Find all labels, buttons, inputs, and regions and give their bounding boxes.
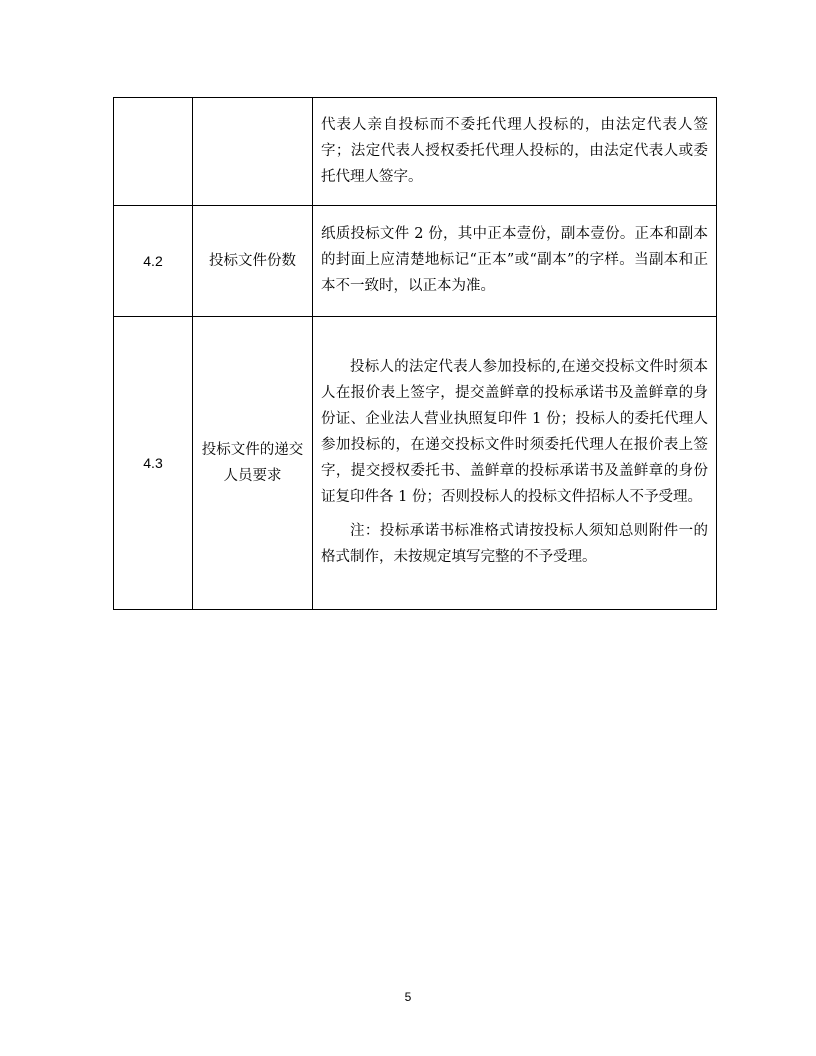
clause-paragraph: 代表人亲自投标而不委托代理人投标的，由法定代表人签字；法定代表人授权委托代理人投标的，由法定代表人或委托代理人签字。 (321, 116, 708, 185)
table-row (114, 98, 717, 206)
page-number: 5 (404, 990, 412, 1004)
table-row (114, 206, 717, 317)
bidding-requirements-table (113, 97, 717, 610)
clause-content-cell (313, 206, 717, 317)
clause-title-cell: 投标文件的递交人员要求 (193, 317, 313, 610)
clause-title-cell: 投标文件份数 (193, 206, 313, 317)
clause-content-cell (313, 317, 717, 610)
clause-number-cell: 4.3 (114, 317, 193, 610)
clause-title-cell (193, 98, 313, 206)
clause-note-paragraph: 注：投标承诺书标准格式请按投标人须知总则附件一的格式制作，未按规定填写完整的不予受理。 (321, 523, 708, 565)
clause-number-cell (114, 98, 193, 206)
table-row (114, 317, 717, 610)
clause-paragraph: 纸质投标文件 2 份，其中正本壹份，副本壹份。正本和副本的封面上应清楚地标记“正本”或“副本”的字样。当副本和正本不一致时，以正本为准。 (321, 226, 708, 294)
clause-number-cell: 4.2 (114, 206, 193, 317)
clause-paragraph: 投标人的法定代表人参加投标的,在递交投标文件时须本人在报价表上签字，提交盖鲜章的投标承诺书及盖鲜章的身份证、企业法人营业执照复印件 1 份；投标人的委托代理人参加投标的，在递交投标文件时须委托代理人在报价表上签字，提交授权委托书、盖鲜章的投标承诺书及盖鲜章的身份证复印件各 1 份；否则投标人的投标文件招标人不予受理。 (321, 359, 708, 505)
clause-content-cell (313, 98, 717, 206)
